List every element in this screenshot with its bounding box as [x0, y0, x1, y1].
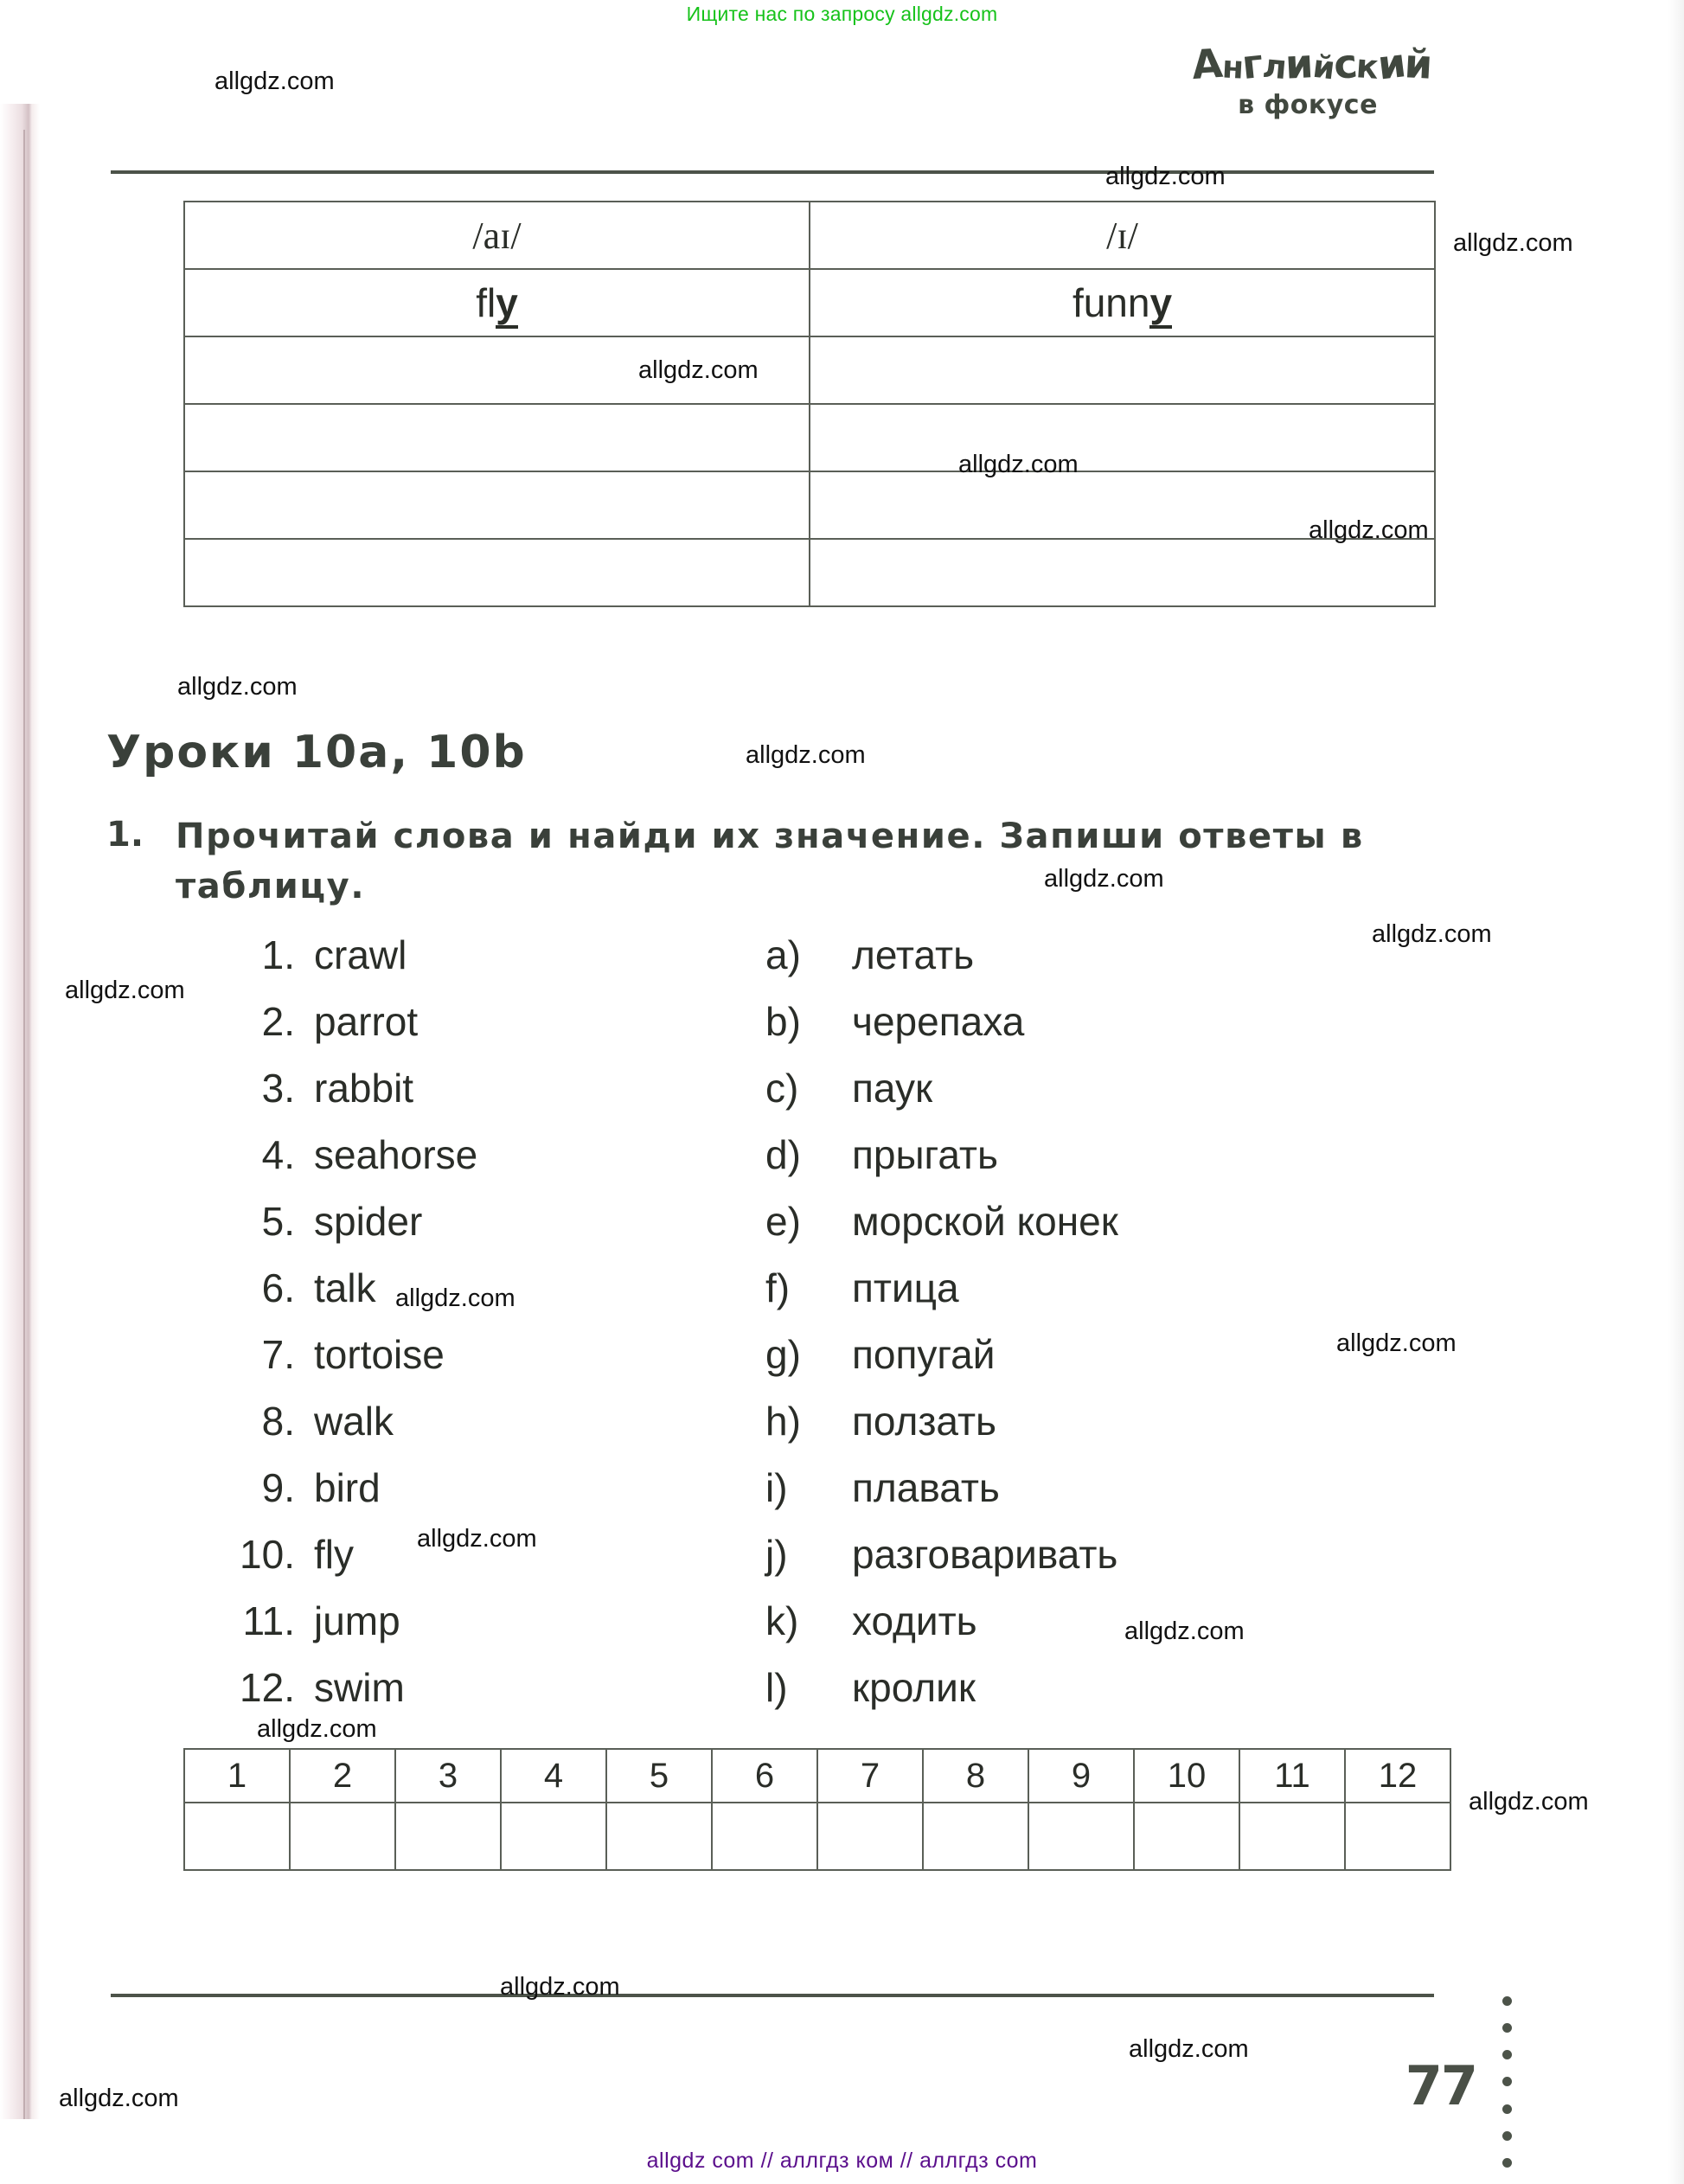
margin-dot-decoration — [1502, 1996, 1514, 2168]
item-word: talk — [314, 1265, 376, 1310]
phonetic-blank-cell[interactable] — [810, 539, 1435, 606]
item-word: seahorse — [314, 1131, 478, 1177]
watermark: allgdz.com — [395, 1284, 515, 1312]
list-item — [765, 1321, 1371, 1387]
list-item — [765, 1654, 1371, 1720]
list-item — [212, 1121, 696, 1188]
item-word: tortoise — [314, 1331, 445, 1377]
item-translation: летать — [852, 932, 975, 977]
spotlight-logo — [1190, 39, 1433, 132]
watermark: allgdz.com — [1336, 1329, 1457, 1357]
item-word: walk — [314, 1398, 394, 1444]
item-number: 9. — [261, 1464, 295, 1510]
item-letter: j) — [765, 1531, 788, 1577]
item-translation: морской конек — [852, 1198, 1118, 1244]
phonetic-symbol-ai: /aɪ/ — [472, 214, 522, 257]
answer-cell[interactable] — [1134, 1803, 1239, 1870]
header-watermark: allgdz.com — [215, 67, 335, 95]
answer-cell[interactable] — [1239, 1803, 1345, 1870]
phonetic-example-row — [184, 269, 1435, 336]
phonetic-symbol-cell-2 — [810, 202, 1435, 269]
watermark: allgdz.com — [1129, 2035, 1249, 2063]
phonetic-blank-row — [184, 404, 1435, 471]
item-translation: кролик — [852, 1664, 976, 1710]
header-rule — [111, 170, 1434, 174]
watermark: allgdz.com — [1469, 1788, 1589, 1816]
logo-line-1: Английский — [1190, 39, 1433, 89]
answer-cell[interactable] — [1345, 1803, 1450, 1870]
phonetic-practice-table — [183, 201, 1436, 607]
item-translation: ползать — [852, 1398, 997, 1444]
item-word: swim — [314, 1664, 405, 1710]
watermark: allgdz.com — [177, 673, 298, 701]
item-number: 1. — [261, 932, 295, 977]
phonetic-example-cell-1 — [184, 269, 810, 336]
dot-icon — [1502, 2131, 1512, 2141]
watermark: allgdz.com — [1044, 865, 1164, 893]
dot-icon — [1502, 2104, 1512, 2114]
phonetic-blank-cell[interactable] — [810, 404, 1435, 471]
site-promo-banner-bottom: allgdz com // аллгдз ком // аллгдз com — [646, 2149, 1038, 2173]
list-item — [212, 1387, 696, 1454]
item-word: bird — [314, 1464, 381, 1510]
watermark: allgdz.com — [1453, 229, 1573, 257]
watermark: allgdz.com — [500, 1973, 620, 2001]
phonetic-example-cell-2 — [810, 269, 1435, 336]
watermark: allgdz.com — [1372, 920, 1492, 948]
answer-grid-number: 5 — [606, 1749, 712, 1803]
item-letter: c) — [765, 1065, 799, 1111]
list-item — [765, 1054, 1371, 1121]
item-translation: ходить — [852, 1598, 977, 1643]
list-item — [765, 1121, 1371, 1188]
answer-cell[interactable] — [606, 1803, 712, 1870]
watermark: allgdz.com — [1105, 163, 1226, 190]
item-letter: l) — [765, 1664, 788, 1710]
phonetic-blank-cell[interactable] — [184, 471, 810, 539]
watermark: allgdz.com — [1309, 516, 1429, 544]
phonetic-header-row — [184, 202, 1435, 269]
item-letter: d) — [765, 1131, 801, 1177]
answer-grid-number: 12 — [1345, 1749, 1450, 1803]
phonetic-blank-cell[interactable] — [184, 539, 810, 606]
answer-grid-number: 1 — [184, 1749, 290, 1803]
watermark: allgdz.com — [958, 451, 1079, 478]
phonetic-blank-cell[interactable] — [184, 404, 810, 471]
list-item — [212, 1188, 696, 1254]
list-item — [765, 921, 1371, 988]
lesson-heading: Уроки 10a, 10b — [106, 727, 527, 778]
item-translation: разговаривать — [852, 1531, 1118, 1577]
item-word: rabbit — [314, 1065, 414, 1111]
list-item — [212, 1587, 696, 1654]
answer-cell[interactable] — [184, 1803, 290, 1870]
item-letter: h) — [765, 1398, 801, 1444]
item-number: 6. — [261, 1265, 295, 1310]
phonetic-blank-row — [184, 471, 1435, 539]
phonetic-blank-row — [184, 336, 1435, 404]
item-word: spider — [314, 1198, 423, 1244]
item-word: parrot — [314, 998, 419, 1044]
answer-grid-number: 3 — [395, 1749, 501, 1803]
list-item — [212, 1321, 696, 1387]
item-letter: b) — [765, 998, 801, 1044]
list-item — [765, 1188, 1371, 1254]
phonetic-blank-row — [184, 539, 1435, 606]
watermark: allgdz.com — [1124, 1617, 1245, 1645]
item-letter: g) — [765, 1331, 801, 1377]
answer-grid-number: 9 — [1028, 1749, 1134, 1803]
item-letter: i) — [765, 1464, 788, 1510]
list-item — [765, 1521, 1371, 1587]
watermark: allgdz.com — [638, 356, 759, 384]
item-letter: k) — [765, 1598, 799, 1643]
answer-cell[interactable] — [501, 1803, 606, 1870]
answer-grid-number: 2 — [290, 1749, 395, 1803]
item-translation: прыгать — [852, 1131, 998, 1177]
answer-cell[interactable] — [395, 1803, 501, 1870]
item-number: 8. — [261, 1398, 295, 1444]
item-number: 3. — [261, 1065, 295, 1111]
dot-icon — [1502, 1996, 1512, 2006]
item-word: crawl — [314, 932, 407, 977]
item-translation: черепаха — [852, 998, 1025, 1044]
list-item — [765, 1587, 1371, 1654]
answer-grid-number: 6 — [712, 1749, 817, 1803]
item-letter: a) — [765, 932, 801, 977]
watermark: allgdz.com — [746, 741, 866, 769]
english-words-column — [212, 921, 696, 1720]
answer-grid-answer-row — [184, 1803, 1450, 1870]
answer-cell[interactable] — [712, 1803, 817, 1870]
answer-grid-number: 11 — [1239, 1749, 1345, 1803]
item-word: fly — [314, 1531, 354, 1577]
russian-translations-column — [765, 921, 1371, 1720]
answer-grid-header-row — [184, 1749, 1450, 1803]
list-item — [212, 1454, 696, 1521]
answer-grid-number: 7 — [817, 1749, 923, 1803]
item-letter: e) — [765, 1198, 801, 1244]
matching-exercise — [0, 921, 1684, 1710]
answer-grid — [183, 1748, 1451, 1871]
list-item — [212, 1054, 696, 1121]
item-number: 10. — [240, 1531, 295, 1577]
dot-icon — [1502, 2050, 1512, 2059]
item-letter: f) — [765, 1265, 791, 1310]
item-word: jump — [314, 1598, 400, 1643]
phonetic-symbol-cell-1 — [184, 202, 810, 269]
item-number: 11. — [242, 1598, 295, 1643]
watermark: allgdz.com — [65, 977, 185, 1004]
page-number: 77 — [1405, 2054, 1476, 2117]
task-instruction: Прочитай слова и найди их значение. Запиши ответы в таблицу. — [176, 817, 1364, 906]
list-item — [765, 1387, 1371, 1454]
logo-line-2: в фокусе — [1238, 90, 1378, 120]
item-translation: плавать — [852, 1464, 1000, 1510]
phonetic-symbol-i: /ɪ/ — [1106, 214, 1138, 257]
answer-grid-number: 4 — [501, 1749, 606, 1803]
dot-icon — [1502, 2023, 1512, 2033]
task-number: 1. — [106, 815, 144, 855]
answer-cell[interactable] — [923, 1803, 1028, 1870]
list-item — [765, 1454, 1371, 1521]
watermark: allgdz.com — [257, 1715, 377, 1743]
item-number: 7. — [261, 1331, 295, 1377]
watermark: allgdz.com — [417, 1525, 537, 1553]
list-item — [765, 1254, 1371, 1321]
item-number: 12. — [240, 1664, 295, 1710]
item-translation: попугай — [852, 1331, 996, 1377]
item-translation: птица — [852, 1265, 959, 1310]
footer-rule — [111, 1994, 1434, 1997]
item-number: 4. — [261, 1131, 295, 1177]
item-number: 5. — [261, 1198, 295, 1244]
phonetic-blank-cell[interactable] — [810, 336, 1435, 404]
example-word-funny: funny — [1073, 280, 1172, 329]
list-item — [212, 1654, 696, 1720]
site-promo-banner-top: Ищите нас по запросу allgdz.com — [686, 3, 998, 25]
watermark: allgdz.com — [59, 2085, 179, 2112]
answer-cell[interactable] — [1028, 1803, 1134, 1870]
list-item — [212, 921, 696, 988]
dot-icon — [1502, 2077, 1512, 2086]
answer-cell[interactable] — [290, 1803, 395, 1870]
answer-grid-number: 8 — [923, 1749, 1028, 1803]
list-item — [765, 988, 1371, 1054]
list-item — [212, 988, 696, 1054]
example-word-fly: fly — [476, 280, 518, 329]
item-translation: паук — [852, 1065, 933, 1111]
answer-cell[interactable] — [817, 1803, 923, 1870]
item-number: 2. — [261, 998, 295, 1044]
answer-grid-number: 10 — [1134, 1749, 1239, 1803]
